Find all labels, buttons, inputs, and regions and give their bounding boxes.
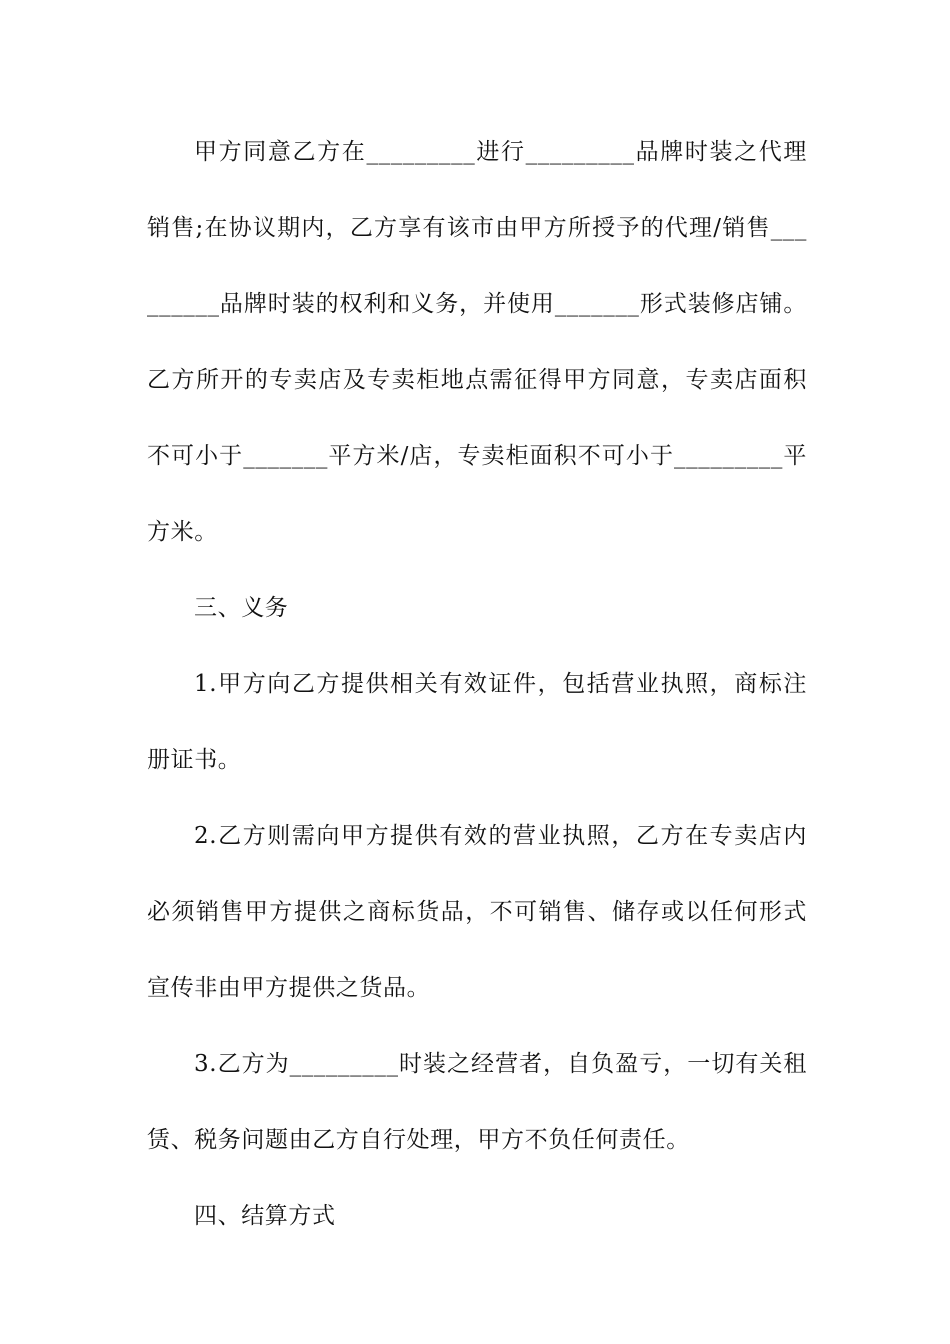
text-line: ______品牌时装的权利和义务，并使用_______形式装修店铺。 xyxy=(147,291,807,317)
section-heading: 四、结算方式 xyxy=(194,1203,336,1229)
text-line: 甲方同意乙方在_________进行_________品牌时装之代理 xyxy=(194,139,807,165)
text-line: 宣传非由甲方提供之货品。 xyxy=(147,975,431,1001)
text-line: 赁、税务问题由乙方自行处理，甲方不负任何责任。 xyxy=(147,1127,690,1153)
text-line: 销售;在协议期内，乙方享有该市由甲方所授予的代理/销售___ xyxy=(147,215,807,241)
text-line: 2.乙方则需向甲方提供有效的营业执照，乙方在专卖店内 xyxy=(194,823,807,849)
text-line: 1.甲方向乙方提供相关有效证件，包括营业执照，商标注 xyxy=(194,671,807,697)
section-heading: 三、义务 xyxy=(194,595,289,621)
text-line: 乙方所开的专卖店及专卖柜地点需征得甲方同意，专卖店面积 xyxy=(147,367,807,393)
text-line: 不可小于_______平方米/店，专卖柜面积不可小于_________平 xyxy=(147,443,807,469)
text-line: 方米。 xyxy=(147,519,218,545)
text-line: 3.乙方为_________时装之经营者，自负盈亏，一切有关租 xyxy=(194,1051,807,1077)
text-line: 册证书。 xyxy=(147,747,242,773)
text-line: 必须销售甲方提供之商标货品，不可销售、储存或以任何形式 xyxy=(147,899,807,925)
